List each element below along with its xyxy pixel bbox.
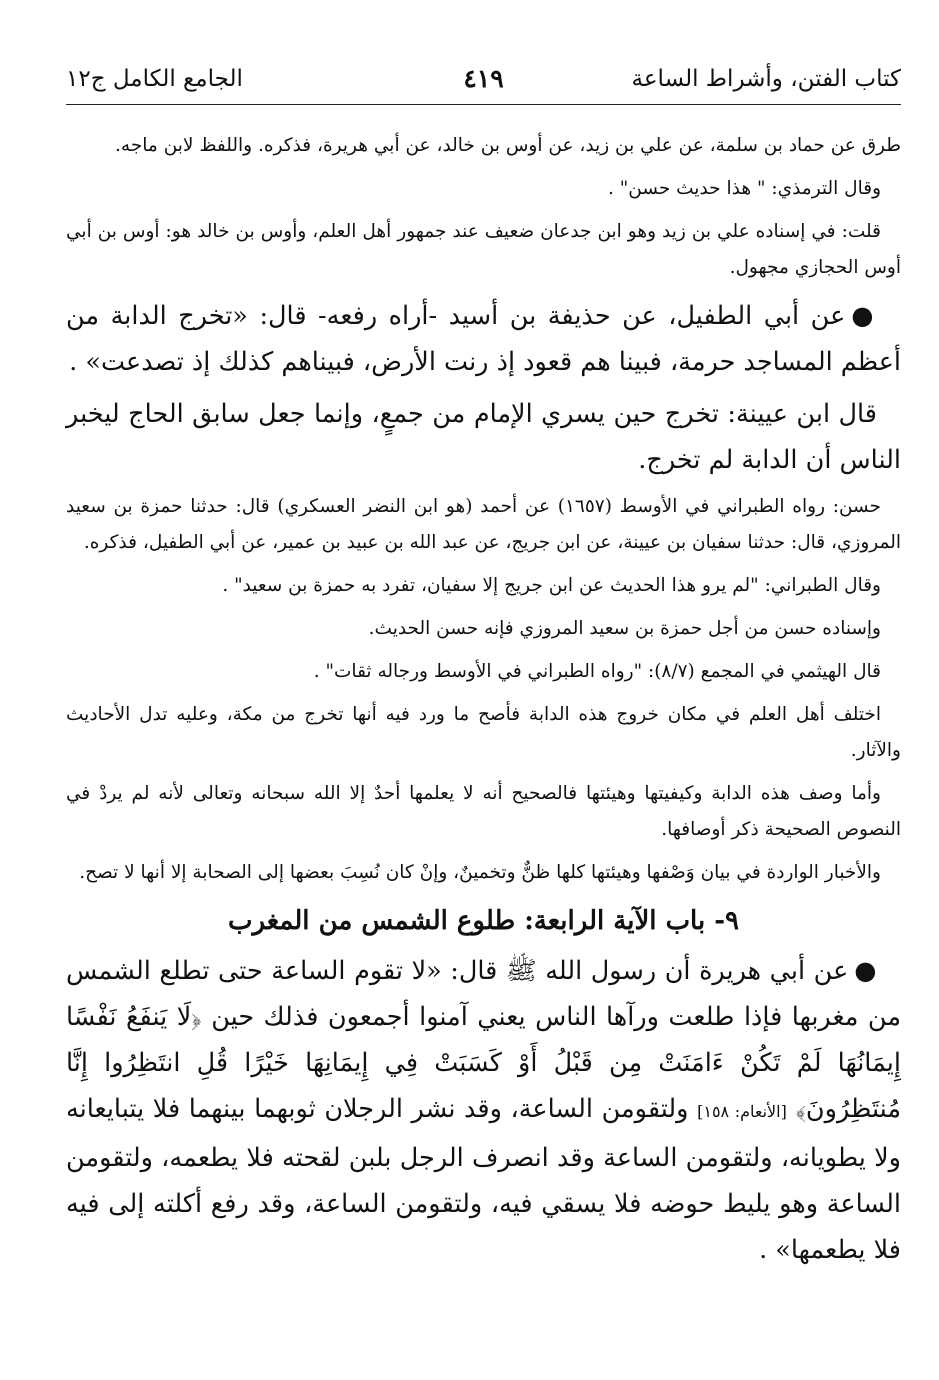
hadith-paragraph (66, 293, 901, 385)
para-group-2 (66, 489, 901, 891)
paragraph: قلت: في إسناده علي بن زيد وهو ابن جدعان ضعيف عند جمهور أهل العلم، وأوس بن خالد هو: أوس بن أبي أوس الحجازي مجهول. (66, 221, 901, 278)
header-rule (66, 104, 901, 105)
paragraph: وقال الترمذي: " هذا حديث حسن" . (607, 178, 881, 199)
volume-label: الجامع الكامل ج١٢ (66, 66, 243, 92)
bullet-icon: ● (854, 956, 877, 986)
page-header (66, 62, 901, 102)
paragraph: وقال الطبراني: "لم يرو هذا الحديث عن ابن جريج إلا سفيان، تفرد به حمزة بن سعيد" . (222, 575, 881, 596)
book-title: كتاب الفتن، وأشراط الساعة (631, 66, 901, 92)
verse-reference: [الأنعام: ١٥٨] (697, 1102, 787, 1121)
hadith-text: عن أبي الطفيل، عن حذيفة بن أسيد -أراه رفعه- قال: «تخرج الدابة من أعظم المساجد حرمة، فبينا هم قعود إذ رنت الأرض، فبيناهم كذلك إذ تصدعت» . (66, 301, 901, 377)
paragraph: والأخبار الواردة في بيان وَصْفها وهيئتها كلها ظنٌّ وتخمينٌ، وإنْ كان نُسِبَ بعضها إلى الصحابة إلا أنها لا تصح. (79, 862, 881, 883)
paragraph: قال ابن عيينة: تخرج حين يسري الإمام من جمعٍ، وإنما جعل سابق الحاج ليخبر الناس أن الدابة لم تخرج. (66, 399, 901, 475)
hadith-text-before: عن أبي هريرة أن رسول الله ﷺ قال: «لا تقوم الساعة حتى تطلع الشمس من مغربها فإذا طلعت ورآها الناس يعني آمنوا أجمعون فذلك حين ﴿لَا يَنفَعُ نَفْسًا إِيمَانُهَا لَمْ تَكُنْ ءَامَنَتْ مِن قَبْلُ أَوْ كَسَبَتْ فِي إِيمَانِهَا خَيْرًا قُلِ انتَظِرُوا إِنَّا مُنتَظِرُونَ﴾ (66, 956, 902, 1124)
hadith-paragraph (66, 948, 901, 1273)
page-number: ٤١٩ (463, 64, 504, 93)
paragraph: قال الهيثمي في المجمع (٨/٧): "رواه الطبراني في الأوسط ورجاله ثقات" . (313, 661, 881, 682)
paragraph: اختلف أهل العلم في مكان خروج هذه الدابة فأصح ما ورد فيه أنها تخرج من مكة، وعليه تدل الأحاديث والآثار. (66, 704, 901, 761)
hadith-text-after: ولتقومن الساعة، وقد نشر الرجلان ثوبهما بينهما فلا يتبايعانه ولا يطويانه، ولتقومن الساعة وقد انصرف الرجل بلبن لقحته فلا يطعمه، ولتقومن الساعة وهو يليط حوضه فلا يسقي فيه، ولتقومن الساعة، وقد رفع أكلته إلى فيه فلا يطعمها» . (66, 1094, 901, 1265)
paragraph: حسن: رواه الطبراني في الأوسط (١٦٥٧) عن أحمد (هو ابن النضر العسكري) قال: حدثنا حمزة بن سعيد المروزي، قال: حدثنا سفيان بن عيينة، عن ابن جريج، عن عبد الله بن عبيد بن عمير، عن أبي الطفيل، فذكره. (66, 496, 901, 553)
para-group-1 (66, 128, 901, 286)
paragraph: وأما وصف هذه الدابة وكيفيتها وهيئتها فالصحيح أنه لا يعلمها أحدٌ إلا الله سبحانه وتعالى لأنه لم يردْ في النصوص الصحيحة ذكر أوصافها. (66, 783, 901, 840)
section-heading: ٩- باب الآية الرابعة: طلوع الشمس من المغرب (227, 906, 740, 936)
page-body (66, 128, 901, 1279)
paragraph: وإسناده حسن من أجل حمزة بن سعيد المروزي فإنه حسن الحديث. (368, 618, 881, 639)
bullet-icon: ● (851, 301, 877, 331)
paragraph: طرق عن حماد بن سلمة، عن علي بن زيد، عن أوس بن خالد، عن أبي هريرة، فذكره. واللفظ لابن ماجه. (115, 135, 901, 156)
